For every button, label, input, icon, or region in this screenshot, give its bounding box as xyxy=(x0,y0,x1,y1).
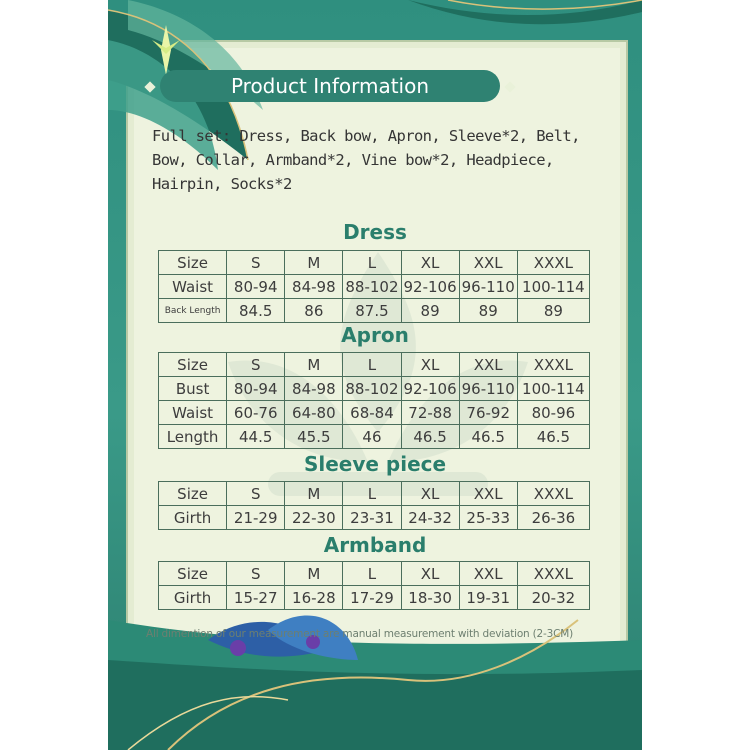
apron-size-table xyxy=(158,352,590,449)
row-label-cell: Waist xyxy=(159,401,227,425)
table-cell: L xyxy=(343,251,401,275)
table-cell: 89 xyxy=(459,299,517,323)
row-label-cell: Back Length xyxy=(159,299,227,323)
table-row xyxy=(159,299,590,323)
table-cell: XXXL xyxy=(517,482,589,506)
row-label-cell: Girth xyxy=(159,506,227,530)
lily-flower-decoration-icon xyxy=(108,600,642,750)
table-row xyxy=(159,377,590,401)
table-cell: 80-94 xyxy=(227,377,285,401)
table-cell: 68-84 xyxy=(343,401,401,425)
table-cell: 88-102 xyxy=(343,377,401,401)
table-cell: 84-98 xyxy=(285,377,343,401)
table-cell: XXL xyxy=(459,353,517,377)
row-label-cell: Length xyxy=(159,425,227,449)
full-set-description: Full set: Dress, Back bow, Apron, Sleeve*2, Belt, Bow, Collar, Armband*2, Vine bow*2, Headpiece, Hairpin, Socks*2 xyxy=(152,127,580,193)
table-cell: S xyxy=(227,251,285,275)
row-label-cell: Size xyxy=(159,251,227,275)
table-cell: XXXL xyxy=(517,353,589,377)
table-cell: 18-30 xyxy=(401,586,459,610)
table-cell: 100-114 xyxy=(517,275,589,299)
armband-size-table xyxy=(158,561,590,610)
table-cell: 64-80 xyxy=(285,401,343,425)
apron-section-title: Apron xyxy=(341,323,409,347)
table-cell: XXL xyxy=(459,251,517,275)
table-cell: XXL xyxy=(459,482,517,506)
table-cell: XL xyxy=(401,562,459,586)
table-cell: 80-94 xyxy=(227,275,285,299)
table-header-row xyxy=(159,251,590,275)
table-cell: M xyxy=(285,251,343,275)
dress-section-title: Dress xyxy=(343,220,407,244)
table-cell: S xyxy=(227,353,285,377)
table-cell: 92-106 xyxy=(401,377,459,401)
table-cell: 88-102 xyxy=(343,275,401,299)
table-header-row xyxy=(159,353,590,377)
table-cell: 44.5 xyxy=(227,425,285,449)
sleeve-section-title: Sleeve piece xyxy=(303,452,447,476)
table-cell: 45.5 xyxy=(285,425,343,449)
table-cell: XXXL xyxy=(517,562,589,586)
table-cell: 80-96 xyxy=(517,401,589,425)
armband-section-title: Armband xyxy=(323,533,427,557)
table-cell: 46.5 xyxy=(459,425,517,449)
table-cell: XXXL xyxy=(517,251,589,275)
table-cell: 19-31 xyxy=(459,586,517,610)
table-cell: 76-92 xyxy=(459,401,517,425)
table-cell: 84.5 xyxy=(227,299,285,323)
table-cell: 25-33 xyxy=(459,506,517,530)
table-cell: 87.5 xyxy=(343,299,401,323)
table-cell: L xyxy=(343,353,401,377)
table-cell: L xyxy=(343,482,401,506)
table-cell: 92-106 xyxy=(401,275,459,299)
table-header-row xyxy=(159,482,590,506)
table-cell: 15-27 xyxy=(227,586,285,610)
table-cell: 46.5 xyxy=(401,425,459,449)
table-cell: L xyxy=(343,562,401,586)
top-leaf-decoration-icon xyxy=(408,0,642,40)
table-cell: 17-29 xyxy=(343,586,401,610)
table-row xyxy=(159,275,590,299)
dress-size-table xyxy=(158,250,590,323)
table-cell: XXL xyxy=(459,562,517,586)
table-cell: 96-110 xyxy=(459,377,517,401)
row-label-cell: Girth xyxy=(159,586,227,610)
table-cell: 86 xyxy=(285,299,343,323)
table-cell: 84-98 xyxy=(285,275,343,299)
sleeve-size-table xyxy=(158,481,590,530)
table-cell: M xyxy=(285,482,343,506)
row-label-cell: Bust xyxy=(159,377,227,401)
table-cell: 60-76 xyxy=(227,401,285,425)
row-label-cell: Size xyxy=(159,353,227,377)
table-cell: M xyxy=(285,562,343,586)
table-row xyxy=(159,425,590,449)
table-cell: 89 xyxy=(517,299,589,323)
table-row xyxy=(159,586,590,610)
table-cell: 23-31 xyxy=(343,506,401,530)
table-cell: 16-28 xyxy=(285,586,343,610)
row-label-cell: Waist xyxy=(159,275,227,299)
table-cell: S xyxy=(227,482,285,506)
table-cell: XL xyxy=(401,482,459,506)
table-cell: 20-32 xyxy=(517,586,589,610)
table-cell: 46.5 xyxy=(517,425,589,449)
row-label-cell: Size xyxy=(159,562,227,586)
table-cell: 89 xyxy=(401,299,459,323)
table-cell: XL xyxy=(401,353,459,377)
table-row xyxy=(159,401,590,425)
table-cell: 26-36 xyxy=(517,506,589,530)
table-cell: 100-114 xyxy=(517,377,589,401)
table-cell: M xyxy=(285,353,343,377)
table-cell: 96-110 xyxy=(459,275,517,299)
table-cell: 46 xyxy=(343,425,401,449)
table-cell: 21-29 xyxy=(227,506,285,530)
table-cell: 24-32 xyxy=(401,506,459,530)
row-label-cell: Size xyxy=(159,482,227,506)
table-row xyxy=(159,506,590,530)
page-title: Product Information xyxy=(160,70,500,102)
table-cell: XL xyxy=(401,251,459,275)
table-cell: S xyxy=(227,562,285,586)
table-header-row xyxy=(159,562,590,586)
measurement-footnote: All dimention of our measurement are manual measurement with deviation (2-3CM) xyxy=(146,628,573,640)
table-cell: 72-88 xyxy=(401,401,459,425)
table-cell: 22-30 xyxy=(285,506,343,530)
